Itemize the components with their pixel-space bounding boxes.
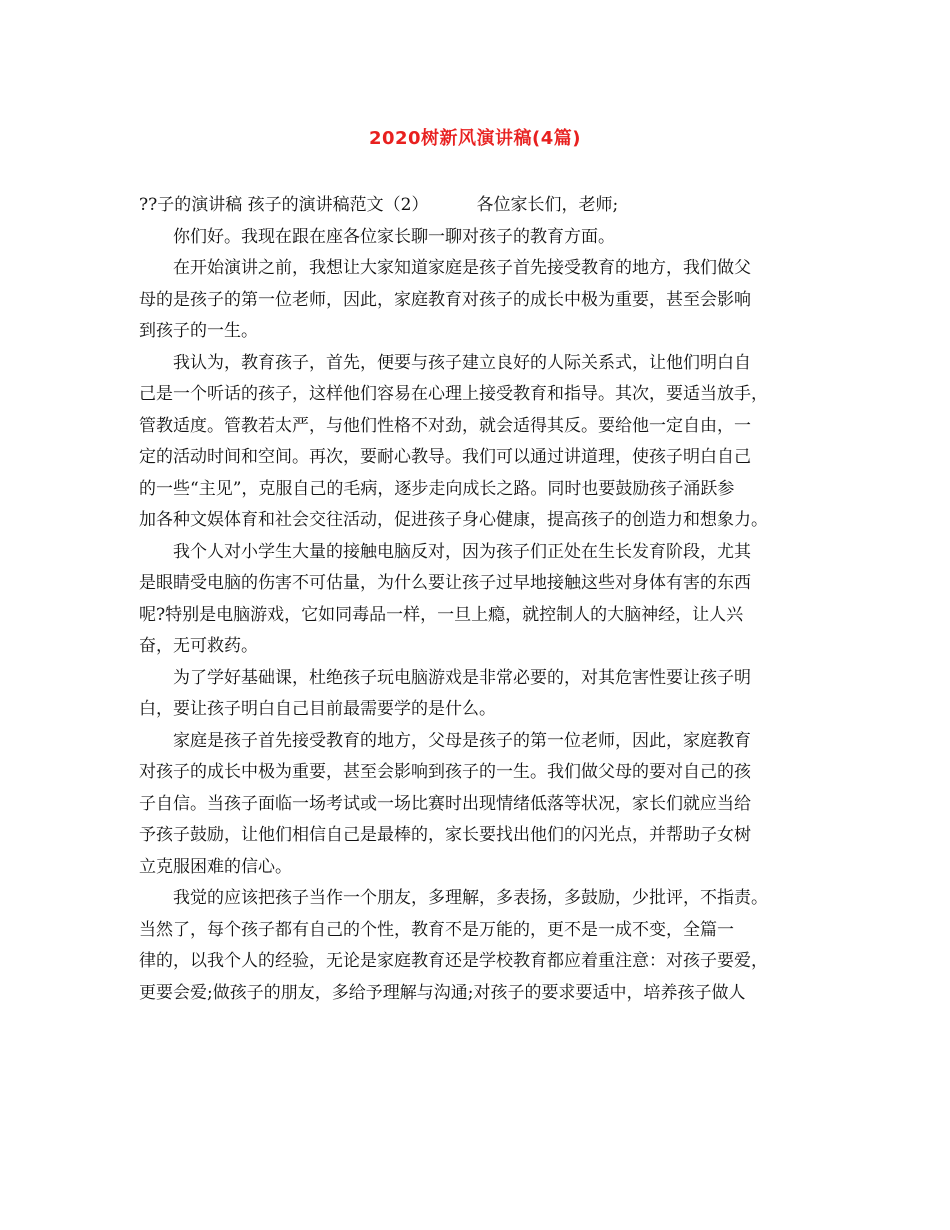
document-body: [139, 190, 823, 1009]
text-line: 管教适度。管教若太严，与他们性格不对劲，就会适得其反。要给他一定自由，一: [139, 415, 751, 436]
text-line: 更要会爱;做孩子的朋友，多给予理解与沟通;对孩子的要求要适中，培养孩子做人: [139, 982, 746, 1003]
text-line: 在开始演讲之前，我想让大家知道家庭是孩子首先接受教育的地方，我们做父: [173, 258, 751, 278]
intro-left-text: ??子的演讲稿 孩子的演讲稿范文（2）: [139, 195, 429, 215]
paragraph-lines: [139, 222, 823, 1010]
text-line: 己是一个听话的孩子，这样他们容易在心理上接受教育和指导。其次，要适当放手，: [139, 384, 768, 404]
text-line: 立克服困难的信心。: [139, 856, 292, 877]
text-line: 我个人对小学生大量的接触电脑反对，因为孩子们正处在生长发育阶段，尤其: [173, 541, 751, 562]
text-line: 是眼睛受电脑的伤害不可估量，为什么要让孩子过早地接触这些对身体有害的东西: [139, 573, 751, 593]
intro-right-text: 各位家长们，老师;: [476, 195, 619, 215]
text-line: 我觉的应该把孩子当作一个朋友，多理解，多表扬，多鼓励，少批评，不指责。: [173, 888, 768, 908]
text-line: 律的，以我个人的经验，无论是家庭教育还是学校教育都应着重注意：对孩子要爱，: [139, 951, 768, 971]
text-line: 加各种文娱体育和社会交往活动，促进孩子身心健康，提高孩子的创造力和想象力。: [139, 510, 768, 530]
text-line: 予孩子鼓励，让他们相信自己是最棒的，家长要找出他们的闪光点，并帮助子女树: [139, 825, 751, 845]
text-line: 对孩子的成长中极为重要，甚至会影响到孩子的一生。我们做父母的要对自己的孩: [139, 762, 751, 782]
text-line: 的一些“主见”，克服自己的毛病，逐步走向成长之路。同时也要鼓励孩子涌跃参: [139, 478, 735, 499]
text-line: 白，要让孩子明白自己目前最需要学的是什么。: [139, 699, 496, 719]
text-line: 我认为，教育孩子，首先，便要与孩子建立良好的人际关系式，让他们明白自: [173, 352, 751, 373]
intro-line: [139, 190, 823, 222]
document-title: 2020树新风演讲稿(4篇): [368, 128, 582, 149]
text-line: 定的活动时间和空间。再次，要耐心教导。我们可以通过讲道理，使孩子明白自己: [139, 447, 751, 467]
text-line: 母的是孩子的第一位老师，因此，家庭教育对孩子的成长中极为重要，甚至会影响: [139, 289, 751, 310]
text-line: 你们好。我现在跟在座各位家长聊一聊对孩子的教育方面。: [173, 226, 615, 247]
text-line: 当然了，每个孩子都有自己的个性，教育不是万能的，更不是一成不变，全篇一: [139, 919, 734, 940]
text-line: 家庭是孩子首先接受教育的地方，父母是孩子的第一位老师，因此，家庭教育: [173, 730, 751, 751]
text-line: 呢?特别是电脑游戏，它如同毒品一样，一旦上瘾，就控制人的大脑神经，让人兴: [139, 604, 744, 625]
text-line: 奋，无可救药。: [139, 636, 258, 656]
text-line: 到孩子的一生。: [139, 321, 258, 341]
text-line: 子自信。当孩子面临一场考试或一场比赛时出现情绪低落等状况，家长们就应当给: [139, 793, 751, 814]
text-line: 为了学好基础课，杜绝孩子玩电脑游戏是非常必要的，对其危害性要让孩子明: [173, 667, 751, 688]
